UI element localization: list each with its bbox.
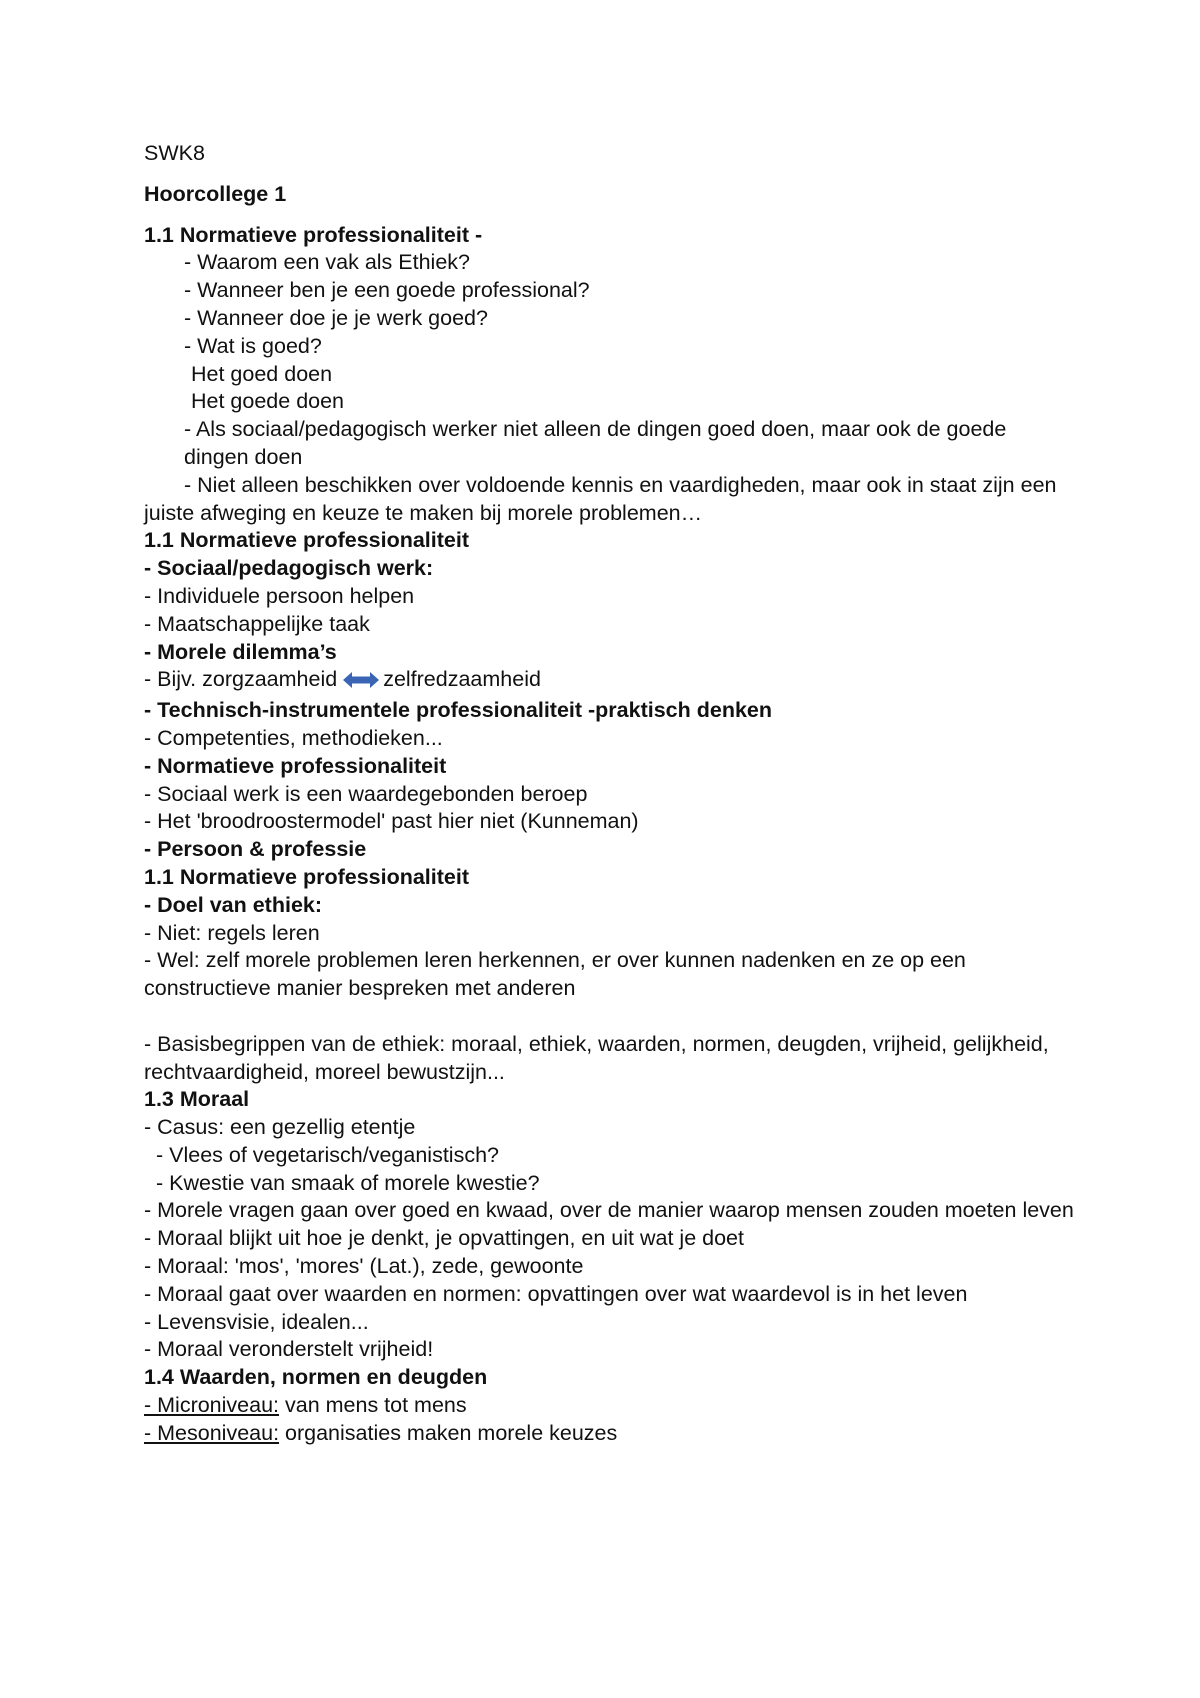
section-3 [144, 864, 1074, 1086]
section-4 [144, 1086, 1074, 1364]
section-5 [144, 1364, 1074, 1447]
section-heading: 1.1 Normatieve professionaliteit [144, 864, 469, 889]
list-item: - Vlees of vegetarisch/veganistisch? [156, 1142, 499, 1167]
list-item-text: zelfredzaamheid [383, 667, 541, 692]
list-item: Het goed doen [191, 361, 333, 386]
list-item-text: - Bijv. zorgzaamheid [144, 667, 338, 692]
section-1 [144, 222, 1074, 528]
list-item: - Basisbegrippen van de ethiek: moraal, ethiek, waarden, normen, deugden, vrijheid, gelijkheid, rechtvaardigheid, moreel bewustzijn... [144, 1031, 1049, 1084]
subheading: - Doel van ethiek: [144, 892, 323, 917]
list-item: - Levensvisie, idealen... [144, 1309, 369, 1334]
list-item: - Als sociaal/pedagogisch werker niet alleen de dingen goed doen, maar ook de goede dingen doen [184, 417, 1007, 469]
subheading: - Persoon & professie [144, 837, 367, 862]
list-item: - Individuele persoon helpen [144, 583, 415, 608]
list-item: - Niet alleen beschikken over voldoende kennis en vaardigheden, maar ook in staat zijn een juiste afweging en keuze te maken bij morele problemen… [144, 472, 1057, 525]
list-item: - Casus: een gezellig etentje [144, 1115, 416, 1140]
list-item: - Wel: zelf morele problemen leren herkennen, er over kunnen nadenken en ze op een constructieve manier bespreken met anderen [144, 948, 966, 1001]
level-label: - Mesoniveau: [144, 1420, 280, 1445]
subheading: - Technisch-instrumentele professionaliteit -praktisch denken [144, 698, 773, 723]
list-item: - Moraal blijkt uit hoe je denkt, je opvattingen, en uit wat je doet [144, 1226, 744, 1251]
subheading: - Sociaal/pedagogisch werk: [144, 556, 434, 581]
list-item: - Waarom een vak als Ethiek? [184, 250, 470, 275]
list-item: - Moraal gaat over waarden en normen: opvattingen over wat waardevol is in het leven [144, 1281, 968, 1306]
list-item: - Niet: regels leren [144, 920, 320, 945]
list-item: - Het 'broodroostermodel' past hier niet (Kunneman) [144, 809, 639, 834]
list-item: - Competenties, methodieken... [144, 725, 443, 750]
level-label: - Microniveau: [144, 1393, 280, 1418]
blank-line [144, 1003, 1074, 1031]
list-item [144, 666, 1074, 697]
section-heading: 1.3 Moraal [144, 1087, 250, 1112]
double-arrow-icon [343, 669, 379, 697]
section-heading: 1.1 Normatieve professionaliteit - [144, 222, 483, 247]
document-title: SWK8 [144, 141, 205, 165]
section-2 [144, 527, 1074, 864]
level-text: organisaties maken morele keuzes [279, 1420, 618, 1445]
level-text: van mens tot mens [279, 1393, 467, 1418]
list-item: Het goede doen [191, 389, 345, 414]
subheading: - Morele dilemma’s [144, 639, 337, 664]
section-heading: 1.4 Waarden, normen en deugden [144, 1365, 488, 1390]
list-item: - Wanneer doe je je werk goed? [184, 305, 488, 330]
section-heading: 1.1 Normatieve professionaliteit [144, 528, 469, 553]
document-page [144, 140, 1074, 1448]
list-item: - Wanneer ben je een goede professional? [184, 278, 590, 303]
list-item: - Wat is goed? [184, 333, 322, 358]
list-item: - Maatschappelijke taak [144, 611, 370, 636]
list-item [144, 1392, 1074, 1420]
list-item: - Morele vragen gaan over goed en kwaad, over de manier waarop mensen zouden moeten leven [144, 1198, 1074, 1223]
subheading: - Normatieve professionaliteit [144, 753, 447, 778]
list-item: - Sociaal werk is een waardegebonden beroep [144, 781, 588, 806]
list-item [144, 1420, 1074, 1448]
list-item: - Moraal: 'mos', 'mores' (Lat.), zede, gewoonte [144, 1254, 584, 1279]
list-item: - Kwestie van smaak of morele kwestie? [156, 1170, 540, 1195]
list-item: - Moraal veronderstelt vrijheid! [144, 1337, 434, 1362]
document-subtitle: Hoorcollege 1 [144, 181, 287, 206]
